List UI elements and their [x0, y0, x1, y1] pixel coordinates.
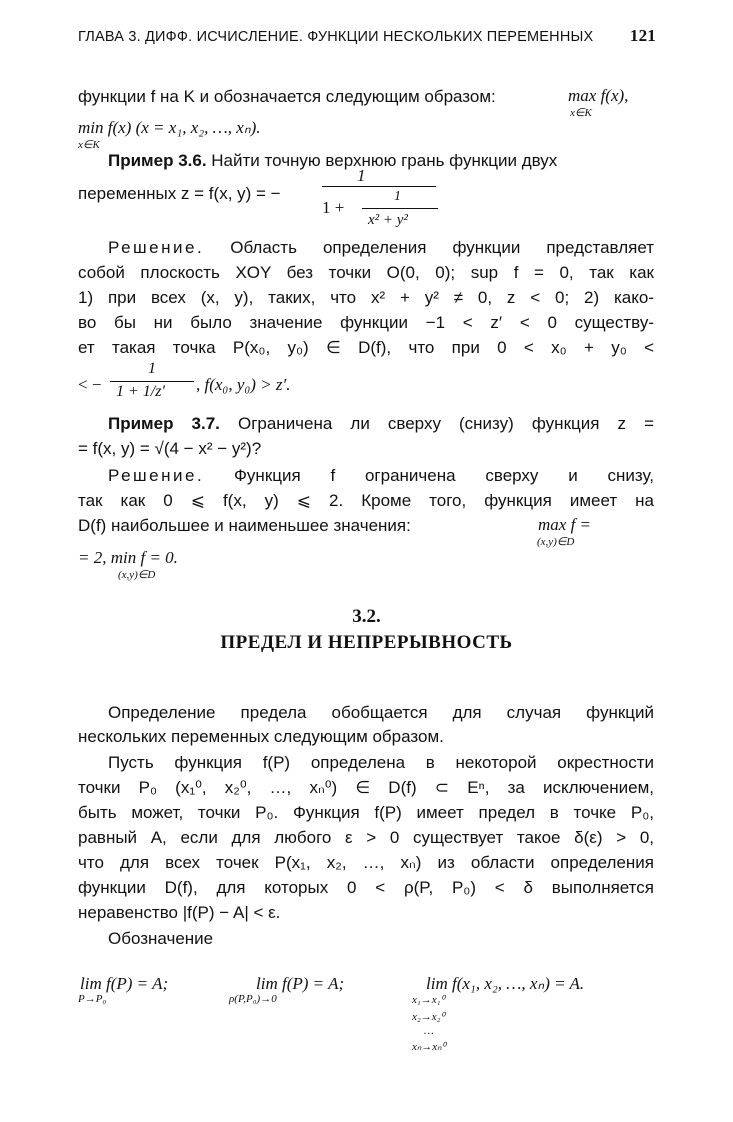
example-3-6-line1 [108, 150, 654, 172]
solution-3-6-text1: Область определения функции представляет [230, 238, 654, 257]
solution-3-6-line3: 1) при всех (x, y), таких, что x² + y² ≠ 0, z < 0; 2) како- [78, 288, 654, 307]
limit-3-sub-3: … [424, 1025, 434, 1037]
solution-3-7-min-sub: (x,y)∈D [118, 569, 156, 581]
example-3-6-formula-lead: переменных z = f(x, y) = − [78, 184, 281, 203]
limit-1-sub: P→P₀ [78, 993, 107, 1005]
inner-numerator: 1 [394, 189, 401, 204]
solution-3-7-min-formula: = 2, min f = 0. [78, 548, 178, 567]
min-subscript: x∈K [78, 139, 100, 151]
example-3-6-label: Пример 3.6. [108, 151, 207, 170]
solution-3-7-label: Решение. [108, 466, 205, 485]
limit-3-sub-1: x₁→x₁⁰ [412, 994, 445, 1006]
definition-line2: точки P₀ (x₁⁰, x₂⁰, …, xₙ⁰) ∈ D(f) ⊂ Eⁿ, за исключением, [78, 778, 654, 797]
solution-3-7-line3: D(f) наибольшее и наименьшее значения: [78, 516, 411, 535]
example-3-7-line1 [108, 413, 654, 435]
example-3-7-text: Ограничена ли сверху (снизу) функция z = [237, 414, 655, 433]
solution-3-6-label: Решение. [108, 238, 205, 257]
para1-text: функции f на K и обозначается следующим образом: [78, 87, 496, 106]
definition-line3: быть может, точки P₀. Функция f(P) имеет предел в точке P₀, [78, 803, 654, 822]
example-3-7-label: Пример 3.7. [108, 414, 220, 433]
page-number: 121 [629, 26, 656, 45]
inner-frac-bar [362, 208, 438, 209]
solution-3-6-frac-bar [110, 381, 194, 382]
limit-3-sub-2: x₂→x₂⁰ [412, 1011, 445, 1023]
solution-3-6-line2: собой плоскость XOY без точки O(0, 0); sup f = 0, так как [78, 263, 654, 282]
frac-den-lead: 1 + [322, 198, 345, 217]
section-number: 3.2. [352, 606, 381, 627]
solution-3-6-line6-lead: < − [78, 375, 102, 394]
limit-3-sub-4: xₙ→xₙ⁰ [412, 1041, 446, 1053]
max-formula: max f(x), [568, 86, 629, 105]
solution-3-6-frac-den: 1 + 1/z′ [116, 383, 165, 400]
solution-3-6-line5: ет такая точка P(x₀, y₀) ∈ D(f), что при 0 < x₀ + y₀ < [78, 338, 654, 357]
definition-line5: что для всех точек P(x₁, x₂, …, xₙ) из области определения [78, 853, 654, 872]
limit-2: lim f(P) = A; [256, 974, 345, 993]
solution-3-6-frac-num: 1 [148, 360, 156, 377]
inner-denominator: x² + y² [368, 212, 408, 228]
definition-line7: неравенство |f(P) − A| < ε. [78, 903, 281, 922]
max-subscript: x∈K [570, 107, 592, 119]
solution-3-7-line2: так как 0 ⩽ f(x, y) ⩽ 2. Кроме того, функция имеет на [78, 491, 654, 510]
solution-3-6-line1 [108, 237, 654, 259]
notation-label: Обозначение [108, 929, 214, 948]
limit-1: lim f(P) = A; [80, 974, 169, 993]
solution-3-7-line1 [108, 465, 654, 487]
limit-3: lim f(x₁, x₂, …, xₙ) = A. [426, 974, 585, 993]
intro-line1: Определение предела обобщается для случая функций [108, 703, 654, 722]
chapter-title: ГЛАВА 3. ДИФФ. ИСЧИСЛЕНИЕ. ФУНКЦИИ НЕСКОЛЬКИХ ПЕРЕМЕННЫХ [78, 29, 594, 45]
solution-3-6-line6-tail: , f(x₀, y₀) > z′. [196, 375, 291, 394]
solution-3-7-text1: Функция f ограничена сверху и снизу, [234, 466, 654, 485]
intro-line2: нескольких переменных следующим образом. [78, 727, 444, 746]
limit-2-sub: ρ(P,P₀)→0 [229, 993, 277, 1005]
definition-line1: Пусть функция f(P) определена в некоторой окрестности [108, 753, 654, 772]
frac-numerator: 1 [357, 166, 366, 185]
frac-bar [322, 186, 436, 187]
definition-line4: равный A, если для любого ε > 0 существует такое δ(ε) > 0, [78, 828, 654, 847]
example-3-6-text: Найти точную верхнюю грань функции двух [211, 151, 558, 170]
example-3-7-line2: = f(x, y) = √(4 − x² − y²)? [78, 439, 262, 458]
solution-3-7-max-formula: max f = [538, 515, 592, 534]
definition-line6: функции D(f), для которых 0 < ρ(P, P₀) < δ выполняется [78, 878, 654, 897]
section-title: ПРЕДЕЛ И НЕПРЕРЫВНОСТЬ [220, 632, 513, 653]
solution-3-7-max-sub: (x,y)∈D [537, 536, 575, 548]
min-formula: min f(x) (x = x₁, x₂, …, xₙ). [78, 118, 261, 137]
running-header [78, 26, 656, 46]
solution-3-6-line4: во бы ни было значение функции −1 < z′ < 0 существу- [78, 313, 654, 332]
